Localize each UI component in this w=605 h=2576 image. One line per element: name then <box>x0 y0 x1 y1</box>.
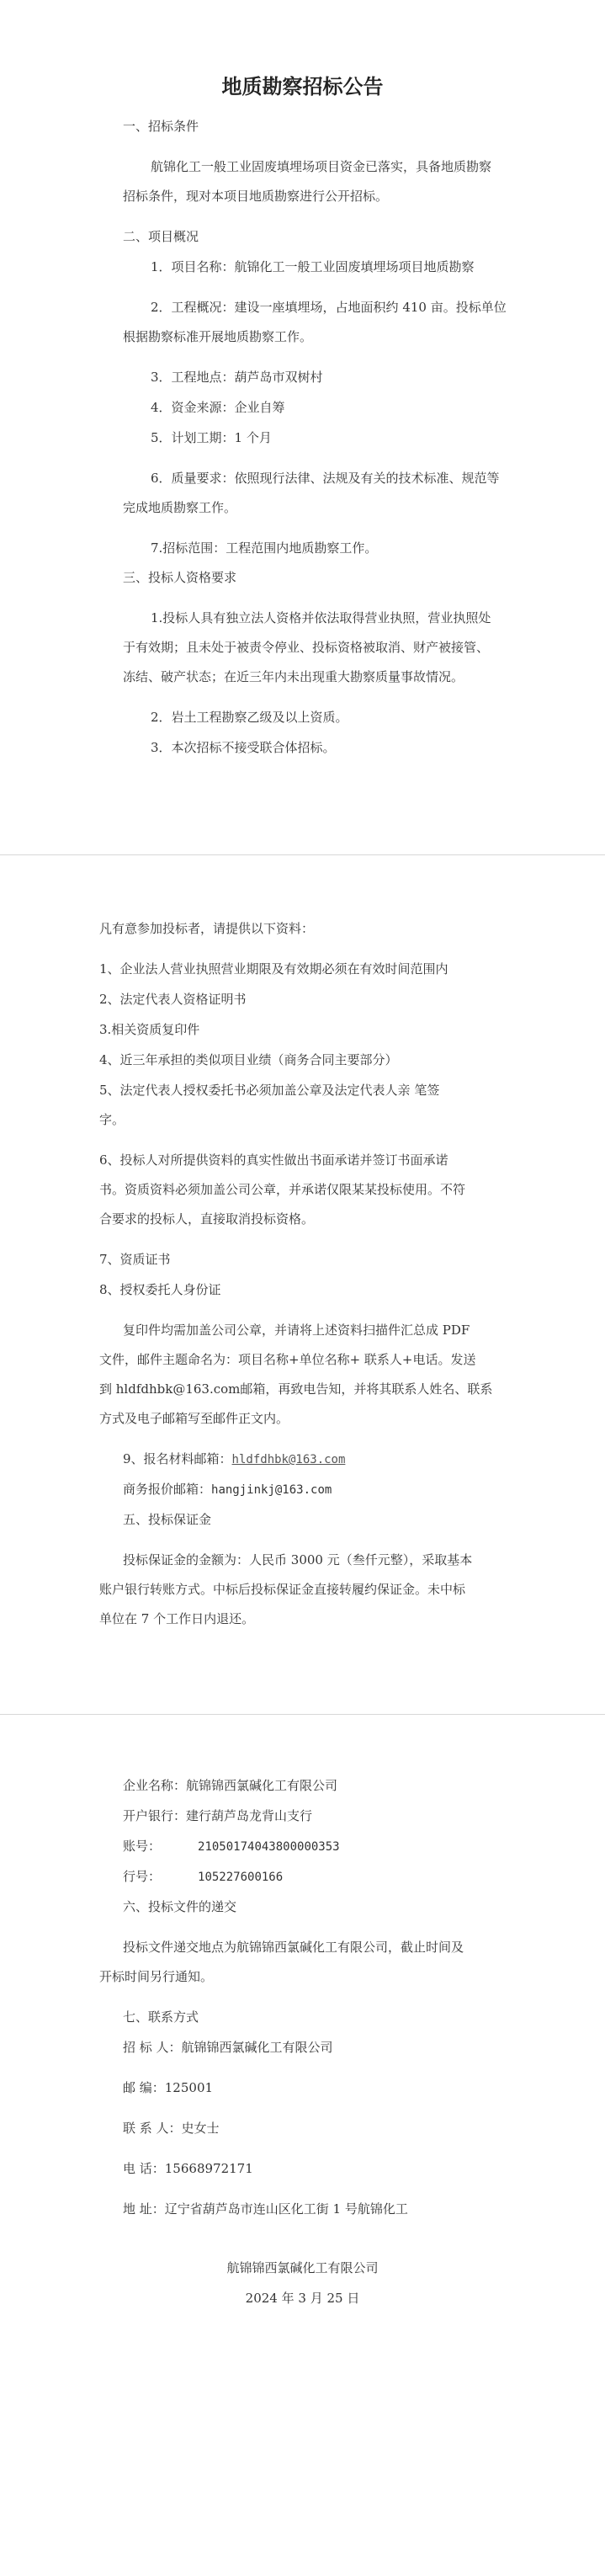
bank-code-value: 105227600166 <box>198 1871 284 1884</box>
copy-instruction-line: 方式及电子邮箱写至邮件正文内。 <box>99 1411 289 1426</box>
qualification-item-1-line: 于有效期；且未处于被责令停业、投标资格被取消、财产被接管、 <box>123 640 490 655</box>
registration-email-row <box>123 1450 345 1469</box>
page-title: 地质勘察招标公告 <box>221 74 384 98</box>
project-item-3: 3．工程地点：葫芦岛市双树村 <box>151 370 323 385</box>
document-item-5-line: 字。 <box>99 1112 125 1127</box>
document-page-2 <box>0 855 605 1714</box>
submission-text-line: 投标文件递交地点为航锦锦西氯碱化工有限公司，截止时间及 <box>123 1940 464 1955</box>
document-item-8: 8、授权委托人身份证 <box>99 1282 221 1297</box>
document-item-7: 7、资质证书 <box>99 1252 171 1267</box>
registration-email-label: 9、报名材料邮箱： <box>123 1451 232 1466</box>
contact-address: 地 址：辽宁省葫芦岛市连山区化工街 1 号航锦化工 <box>123 2201 408 2217</box>
section-6-heading: 六、投标文件的递交 <box>123 1899 237 1914</box>
project-item-6-line: 6．质量要求：依照现行法律、法规及有关的技术标准、规范等 <box>151 471 500 486</box>
project-item-1: 1．项目名称：航锦化工一般工业固废填埋场项目地质勘察 <box>151 259 475 274</box>
footer-company: 航锦锦西氯碱化工有限公司 <box>226 2260 379 2275</box>
bank-account-value: 21050174043800000353 <box>198 1840 340 1854</box>
quote-email-label: 商务报价邮箱： <box>123 1482 212 1497</box>
documents-intro: 凡有意参加投标者，请提供以下资料： <box>99 921 315 936</box>
section-5-heading: 五、投标保证金 <box>123 1512 212 1527</box>
qualification-item-2: 2．岩土工程勘察乙级及以上资质。 <box>151 710 348 725</box>
copy-instruction-line: 到 hldfdhbk@163.com邮箱，再致电告知，并将其联系人姓名、联系 <box>99 1381 493 1397</box>
contact-postcode: 邮 编：125001 <box>123 2080 214 2095</box>
document-item-6-line: 6、投标人对所提供资料的真实性做出书面承诺并签订书面承诺 <box>99 1152 448 1168</box>
contact-phone: 电 话：15668972171 <box>123 2161 253 2176</box>
document-item-3: 3.相关资质复印件 <box>99 1022 200 1037</box>
bank-code-label: 行号： <box>123 1869 162 1884</box>
registration-email-link[interactable]: hldfdhbk@163.com <box>231 1453 346 1466</box>
project-item-2-line: 根据勘察标准开展地质勘察工作。 <box>123 329 313 344</box>
copy-instruction-line: 文件，邮件主题命名为：项目名称+单位名称+ 联系人+电话。发送 <box>99 1352 476 1367</box>
project-item-5: 5．计划工期：1 个月 <box>151 430 272 445</box>
contact-tenderer: 招 标 人：航锦锦西氯碱化工有限公司 <box>123 2040 333 2055</box>
document-item-2: 2、法定代表人资格证明书 <box>99 992 247 1007</box>
document-page-1 <box>0 0 605 854</box>
qualification-item-1-line: 冻结、破产状态；在近三年内未出现重大勘察质量事故情况。 <box>123 669 464 684</box>
project-item-2-line: 2．工程概况：建设一座填埋场，占地面积约 410 亩。投标单位 <box>151 300 507 315</box>
document-item-6-line: 合要求的投标人，直接取消投标资格。 <box>99 1211 315 1227</box>
section-3-heading: 三、投标人资格要求 <box>123 570 237 585</box>
bank-name: 开户银行：建行葫芦岛龙背山支行 <box>123 1808 313 1823</box>
bank-company-name: 企业名称：航锦锦西氯碱化工有限公司 <box>123 1778 338 1793</box>
qualification-item-3: 3．本次招标不接受联合体招标。 <box>151 740 336 755</box>
submission-text-line: 开标时间另行通知。 <box>99 1969 214 1984</box>
document-item-1: 1、企业法人营业执照营业期限及有效期必须在有效时间范围内 <box>99 961 448 977</box>
quote-email-row <box>123 1480 332 1499</box>
deposit-text-line: 单位在 7 个工作日内退还。 <box>99 1611 255 1626</box>
bank-account-label: 账号： <box>123 1839 162 1854</box>
document-item-4: 4、近三年承担的类似项目业绩（商务合同主要部分） <box>99 1052 398 1067</box>
quote-email-value: hangjinkj@163.com <box>211 1483 332 1497</box>
qualification-item-1-line: 1.投标人具有独立法人资格并依法取得营业执照，营业执照处 <box>151 610 491 625</box>
project-item-7: 7.招标范围：工程范围内地质勘察工作。 <box>151 540 378 556</box>
copy-instruction-line: 复印件均需加盖公司公章，并请将上述资料扫描件汇总成 PDF <box>123 1323 470 1338</box>
document-page-3 <box>0 1715 605 2576</box>
contact-person: 联 系 人：史女士 <box>123 2121 220 2136</box>
document-item-6-line: 书。资质资料必须加盖公司公章，并承诺仅限某某投标使用。不符 <box>99 1182 466 1197</box>
document-item-5-line: 5、法定代表人授权委托书必须加盖公章及法定代表人亲 笔签 <box>99 1083 440 1098</box>
footer-date: 2024 年 3 月 25 日 <box>245 2291 360 2306</box>
section-1-text-line: 航锦化工一般工业固废填埋场项目资金已落实，具备地质勘察 <box>151 159 492 174</box>
bank-account-row <box>123 1837 340 1856</box>
section-1-text-line: 招标条件，现对本项目地质勘察进行公开招标。 <box>123 189 389 204</box>
deposit-text-line: 投标保证金的金额为：人民币 3000 元（叁仟元整），采取基本 <box>123 1552 473 1567</box>
section-7-heading: 七、联系方式 <box>123 2009 199 2025</box>
project-item-4: 4．资金来源：企业自筹 <box>151 400 285 415</box>
deposit-text-line: 账户银行转账方式。中标后投标保证金直接转履约保证金。未中标 <box>99 1582 466 1597</box>
section-1-heading: 一、招标条件 <box>123 119 199 134</box>
bank-code-row <box>123 1867 283 1887</box>
project-item-6-line: 完成地质勘察工作。 <box>123 500 237 515</box>
section-2-heading: 二、项目概况 <box>123 229 199 244</box>
